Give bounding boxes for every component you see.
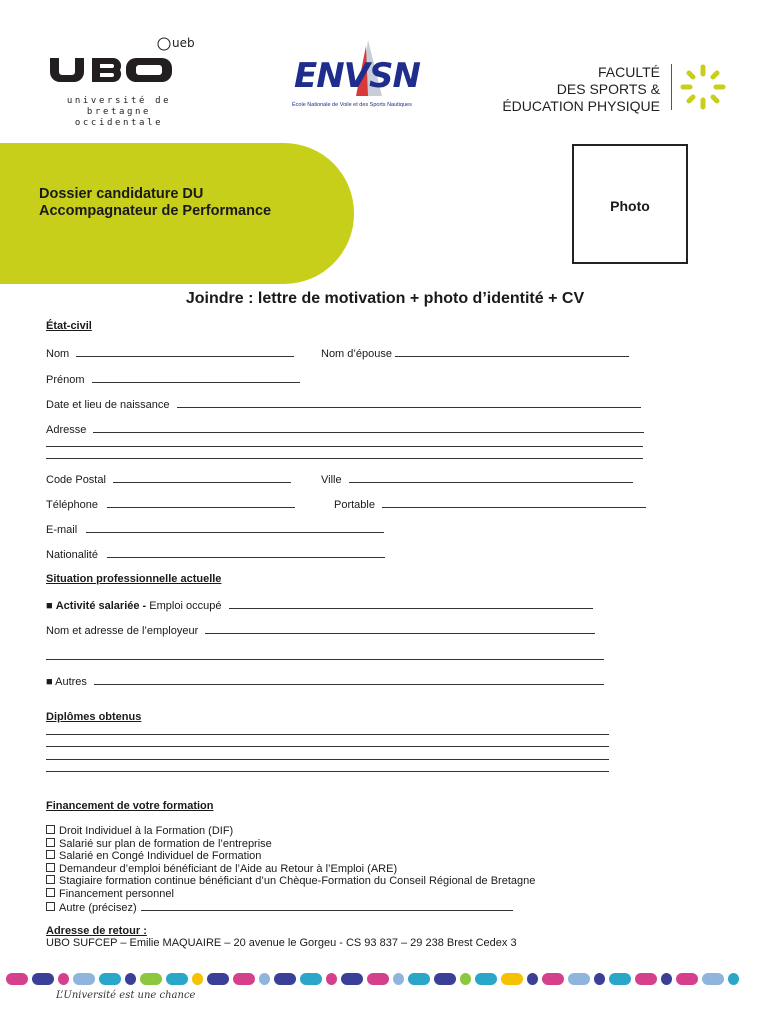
- label-telephone: Téléphone: [46, 499, 98, 511]
- input-adresse[interactable]: [93, 422, 644, 433]
- decorative-dot: [367, 973, 389, 985]
- faculty-line2: DES SPORTS &: [556, 81, 660, 97]
- label-adresse: Adresse: [46, 424, 87, 436]
- envsn-wordmark: ENVSN: [294, 56, 420, 96]
- decorative-dot: [501, 973, 523, 985]
- field-telephone: [46, 497, 295, 511]
- section-etat-civil: État-civil: [46, 320, 92, 332]
- input-diplomes-line3[interactable]: [46, 759, 609, 760]
- checkbox[interactable]: [46, 850, 55, 859]
- document-title: [39, 186, 271, 220]
- field-nationalite: [46, 547, 385, 561]
- financement-option-autre[interactable]: [46, 901, 535, 915]
- input-adresse-line2[interactable]: [46, 446, 643, 447]
- decorative-dot: [341, 973, 363, 985]
- input-code-postal[interactable]: [113, 472, 291, 483]
- input-prenom[interactable]: [92, 372, 300, 383]
- label-nationalite: Nationalité: [46, 549, 98, 561]
- section-situation: Situation professionnelle actuelle: [46, 573, 222, 585]
- label-nom: Nom: [46, 348, 70, 360]
- financement-label: Stagiaire formation continue bénéficiant d’un Chèque-Formation du Conseil Régional de Bretagne: [59, 875, 536, 888]
- input-adresse-line3[interactable]: [46, 458, 643, 459]
- bullet-icon: ■: [46, 600, 53, 612]
- label-portable: Portable: [334, 499, 375, 511]
- input-ville[interactable]: [349, 472, 633, 483]
- document-title-line1: Dossier candidature DU: [39, 186, 204, 202]
- decorative-dot: [166, 973, 188, 985]
- decorative-dot: [728, 973, 739, 985]
- decorative-dot: [568, 973, 590, 985]
- financement-option-cif[interactable]: [46, 850, 535, 863]
- decorative-dot: [73, 973, 95, 985]
- checkbox[interactable]: [46, 875, 55, 884]
- financement-label: Droit Individuel à la Formation (DIF): [59, 825, 234, 837]
- decorative-dot: [326, 973, 337, 985]
- photo-label: Photo: [610, 198, 650, 214]
- ubo-subtitle: [44, 96, 194, 129]
- input-diplomes-line4[interactable]: [46, 771, 609, 772]
- label-activite-salariee: Activité salariée -: [55, 600, 147, 612]
- field-naissance: [46, 397, 641, 411]
- faculty-line3: ÉDUCATION PHYSIQUE: [502, 98, 660, 114]
- decorative-dot: [527, 973, 538, 985]
- input-diplomes-line2[interactable]: [46, 746, 609, 747]
- field-nom: [46, 346, 294, 360]
- decorative-dot: [594, 973, 605, 985]
- decorative-dot: [274, 973, 296, 985]
- decorative-dot: [99, 973, 121, 985]
- financement-list: [46, 825, 535, 914]
- financement-label: Salarié en Congé Individuel de Formation: [59, 850, 262, 863]
- checkbox[interactable]: [46, 888, 55, 897]
- financement-option-personnel[interactable]: [46, 888, 535, 901]
- decorative-dot: [207, 973, 229, 985]
- checkbox[interactable]: [46, 902, 55, 911]
- financement-label: Autre (précisez): [59, 901, 137, 914]
- input-nom[interactable]: [76, 346, 294, 357]
- field-autres: [46, 674, 604, 688]
- bullet-icon: ■: [46, 676, 53, 688]
- field-nom-epouse: [321, 346, 629, 360]
- financement-option-dif[interactable]: [46, 825, 535, 838]
- input-nom-epouse[interactable]: [395, 346, 629, 357]
- section-financement: Financement de votre formation: [46, 800, 214, 812]
- faculty-line1: FACULTÉ: [598, 64, 660, 80]
- label-code-postal: Code Postal: [46, 474, 106, 486]
- decorative-dot: [661, 973, 672, 985]
- checkbox[interactable]: [46, 863, 55, 872]
- decorative-dot: [635, 973, 657, 985]
- input-employeur[interactable]: [205, 623, 595, 634]
- decorative-dot: [259, 973, 270, 985]
- label-ville: Ville: [321, 474, 342, 486]
- decorative-dots: [4, 972, 766, 986]
- field-code-postal: [46, 472, 291, 486]
- financement-label: Financement personnel: [59, 887, 174, 900]
- label-emploi-occupe: Emploi occupé: [149, 600, 222, 612]
- decorative-dot: [609, 973, 631, 985]
- decorative-dot: [125, 973, 136, 985]
- field-portable: [334, 497, 646, 511]
- decorative-dot: [676, 973, 698, 985]
- input-autre-precisez[interactable]: [141, 901, 513, 911]
- label-nom-epouse: Nom d’épouse: [321, 348, 392, 360]
- input-telephone[interactable]: [107, 497, 295, 508]
- input-emploi[interactable]: [229, 598, 593, 609]
- checkbox[interactable]: [46, 825, 55, 834]
- label-employeur: Nom et adresse de l’employeur: [46, 625, 199, 637]
- return-address: UBO SUFCEP – Emilie MAQUAIRE – 20 avenue le Gorgeu - CS 93 837 – 29 238 Brest Cedex 3: [46, 937, 517, 949]
- footer-motto: L’Université est une chance: [56, 990, 196, 1001]
- decorative-dot: [542, 973, 564, 985]
- decorative-dot: [702, 973, 724, 985]
- decorative-dot: [300, 973, 322, 985]
- field-ville: [321, 472, 633, 486]
- document-title-line2: Accompagnateur de Performance: [39, 203, 272, 219]
- label-prenom: Prénom: [46, 374, 85, 386]
- financement-option-plan[interactable]: [46, 838, 535, 851]
- ueb-mark: ueb: [172, 36, 195, 50]
- label-naissance: Date et lieu de naissance: [46, 399, 170, 411]
- decorative-dot: [192, 973, 203, 985]
- faculty-divider: [671, 64, 672, 110]
- checkbox[interactable]: [46, 838, 55, 847]
- envsn-subtitle: École Nationale de Voile et des Sports Nautiques: [292, 102, 412, 108]
- input-diplomes-line1[interactable]: [46, 734, 609, 735]
- label-email: E-mail: [46, 524, 78, 536]
- field-emploi: [46, 598, 593, 612]
- label-autres: Autres: [55, 676, 87, 688]
- field-employeur: [46, 623, 595, 637]
- input-employeur-line2[interactable]: [46, 659, 604, 660]
- ubo-subtitle-line2: occidentale: [74, 118, 164, 128]
- financement-label: Salarié sur plan de formation de l’entreprise: [59, 837, 272, 850]
- decorative-dot: [233, 973, 255, 985]
- financement-label: Demandeur d’emploi bénéficiant de l’Aide au Retour à l’Emploi (ARE): [59, 862, 398, 875]
- decorative-dot: [6, 973, 28, 985]
- section-diplomes: Diplômes obtenus: [46, 711, 142, 723]
- input-portable[interactable]: [382, 497, 646, 508]
- sun-icon: [680, 64, 726, 110]
- decorative-dot: [460, 973, 471, 985]
- field-email: [46, 522, 384, 536]
- decorative-dot: [32, 973, 54, 985]
- field-prenom: [46, 372, 300, 386]
- field-adresse: [46, 422, 644, 436]
- input-email[interactable]: [86, 522, 384, 533]
- decorative-dot: [434, 973, 456, 985]
- input-autres[interactable]: [94, 674, 604, 685]
- ubo-subtitle-line1: université de bretagne: [66, 96, 172, 117]
- decorative-dot: [408, 973, 430, 985]
- decorative-dot: [475, 973, 497, 985]
- section-retour: Adresse de retour :: [46, 925, 147, 937]
- decorative-dot: [58, 973, 69, 985]
- decorative-dot: [393, 973, 404, 985]
- input-naissance[interactable]: [177, 397, 641, 408]
- input-nationalite[interactable]: [107, 547, 385, 558]
- financement-option-are[interactable]: [46, 863, 535, 876]
- decorative-dot: [140, 973, 162, 985]
- attachments-instruction: Joindre : lettre de motivation + photo d’identité + CV: [185, 290, 585, 307]
- financement-option-cheque[interactable]: [46, 875, 535, 888]
- faculty-name: [440, 64, 660, 115]
